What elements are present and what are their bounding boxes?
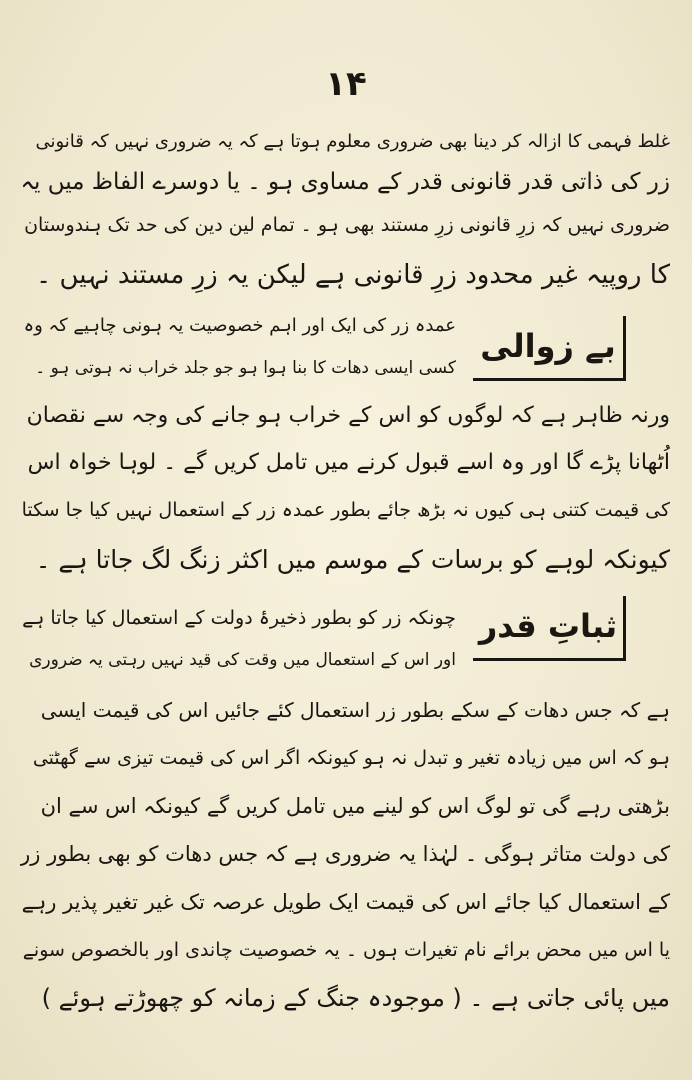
page-number: ۱۴ (325, 64, 367, 104)
text-line: ہے کہ جس دھات کے سکے بطور زر استعمال کئے جائیں اس کی قیمت ایسی (40, 698, 670, 722)
text-line: کسی ایسی دھات کا بنا ہوا ہو جو جلد خراب نہ ہوتی ہو ۔ (35, 358, 456, 378)
text-line: اُٹھانا پڑے گا اور وہ اسے قبول کرنے میں تامل کریں گے ۔ لوہا خواہ اس (27, 450, 670, 475)
section-heading-durability: بے زوالی (473, 316, 626, 381)
text-line: کا روپیہ غیر محدود زرِ قانونی ہے لیکن یہ زرِ مستند نہیں ۔ (36, 260, 670, 290)
text-line: کے استعمال کیا جائے اس کی قیمت ایک طویل عرصہ تک غیر تغیر پذیر رہے (21, 890, 670, 914)
text-line: کیونکہ لوہے کو برسات کے موسم میں اکثر زنگ لگ جاتا ہے ۔ (35, 545, 670, 574)
text-line: چونکہ زر کو بطور ذخیرۂ دولت کے استعمال کیا جاتا ہے (22, 607, 456, 629)
text-line: زر کی ذاتی قدر قانونی قدر کے مساوی ہو ۔ یا دوسرے الفاظ میں یہ (20, 169, 670, 195)
text-line: میں پائی جاتی ہے ۔ ( موجودہ جنگ کے زمانہ کو چھوڑتے ہوئے ) (41, 984, 670, 1012)
text-line: عمدہ زر کی ایک اور اہم خصوصیت یہ ہونی چاہیے کہ وہ (23, 315, 456, 336)
text-line: ہو کہ اس میں زیادہ تغیر و تبدل نہ ہو کیونکہ اگر اس کی قیمت تیزی سے گھٹتی (32, 747, 670, 769)
section-heading-stability-of-value: ثباتِ قدر (473, 596, 626, 661)
text-line: بڑھتی رہے گی تو لوگ اس کو لینے میں تامل کریں گے کیونکہ اس سے ان (40, 794, 670, 818)
text-line: ضروری نہیں کہ زرِ قانونی زرِ مستند بھی ہو ۔ تمام لین دین کی حد تک ہندوستان (24, 214, 670, 236)
text-line: یا اس میں محض برائے نام تغیرات ہوں ۔ یہ خصوصیت چاندی اور بالخصوص سونے (22, 939, 670, 961)
text-line: کی دولت متاثر ہوگی ۔ لہٰذا یہ ضروری ہے کہ جس دھات کو بھی بطور زر (20, 842, 670, 866)
text-line: اور اس کے استعمال میں وقت کی قید نہیں رہتی یہ ضروری (29, 650, 456, 670)
text-line: ورنہ ظاہر ہے کہ لوگوں کو اس کے خراب ہو جانے کی وجہ سے نقصان (26, 403, 670, 428)
text-line: کی قیمت کتنی ہی کیوں نہ بڑھ جائے بطور عمدہ زر کے استعمال نہیں کیا جا سکتا (21, 499, 670, 521)
text-line: غلط فہمی کا ازالہ کر دینا بھی ضروری معلوم ہوتا ہے کہ یہ ضروری نہیں کہ قانونی (35, 131, 670, 152)
